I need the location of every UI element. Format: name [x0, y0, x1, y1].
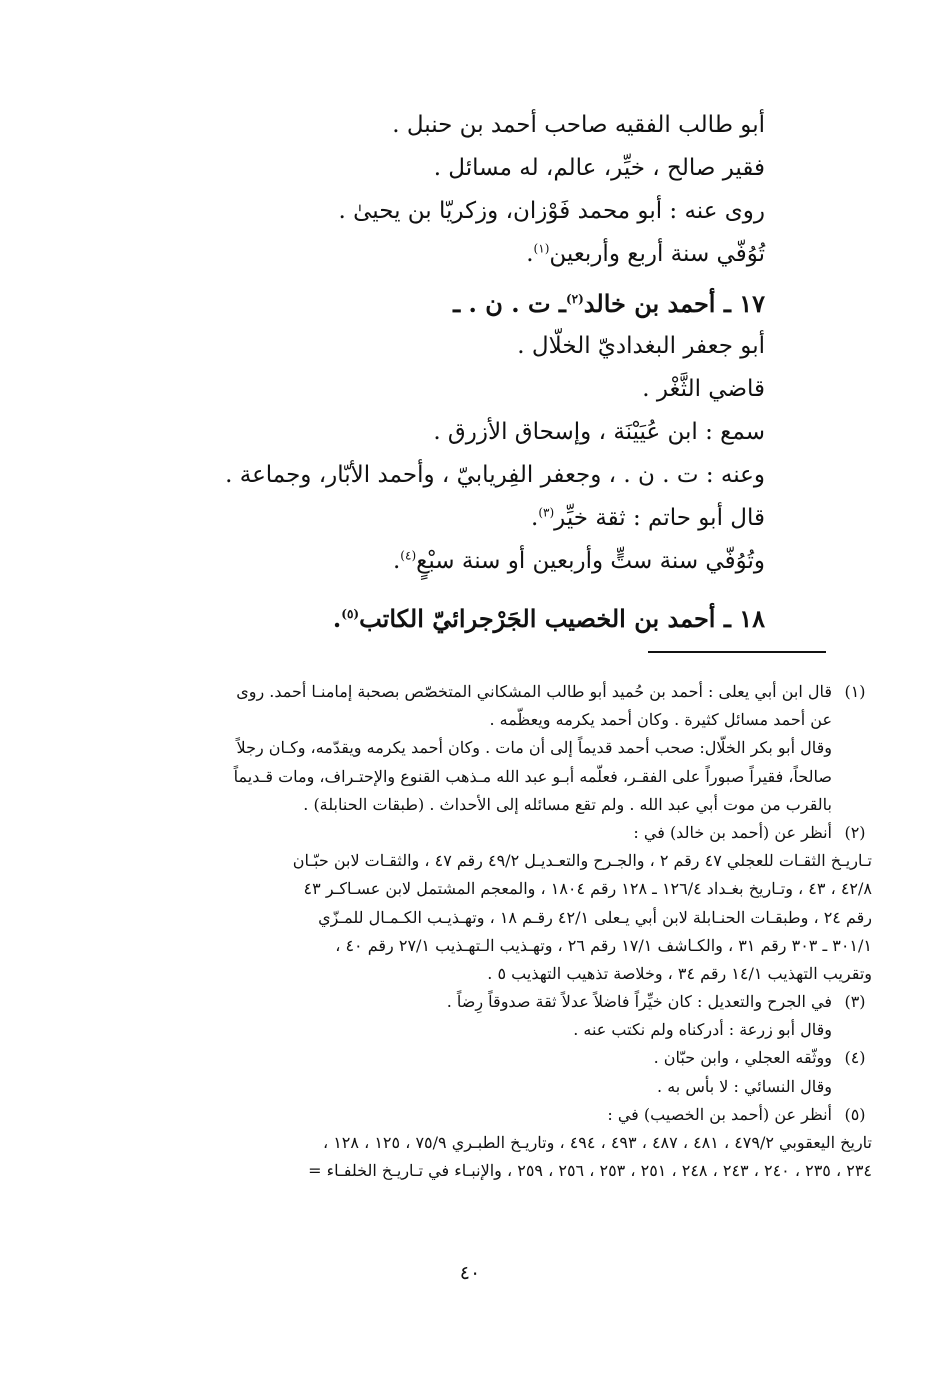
- entry-line: أبو طالب الفقيه صاحب أحمد بن حنبل .: [392, 112, 765, 138]
- footnote-line: رقم ٢٤ ، وطبقـات الحنـابلة لابن أبي يـعلى ٤٢/١ رقـم ١٨ ، وتهـذيـب الكـمـال للمـزّي: [318, 907, 872, 927]
- footnotes: [112, 678, 872, 1185]
- footnote-line: ٣٠١/١ ـ ٣٠٣ رقم ٣١ ، والكـاشف ١٧/١ رقم ٢٦ ، وتهـذيب الـتهـذيب ٢٧/١ رقم ٤٠ ،: [335, 935, 872, 955]
- footnote-line: بالقرب من موت أبي عبد الله . ولم تقع مسائله إلى الأحداث . (طبقات الحنابلة) .: [303, 794, 832, 814]
- footnote-1: [112, 678, 866, 819]
- entry-line-text: وتُوُفّي سنة ستٍّ وأربعين أو سنة سبْعٍ: [416, 548, 765, 574]
- footnote-line: ٤٢/٨ ، ٤٣ ، وتـاريخ بغـداد ١٢٦/٤ ـ ١٢٨ رقم ١٨٠٤ ، والمعجم المشتمل لابن عسـاكـر ٤٣: [303, 879, 872, 899]
- entry-line: وعنه : ت . ن . ، وجعفر الفِريابيّ ، وأحمد الأبّار، وجماعة .: [225, 462, 765, 488]
- entry-line-text: قال أبو حاتم : ثقة خيِّر: [554, 505, 765, 531]
- footnote-5: [112, 1101, 872, 1186]
- footnote-line: تاريخ اليعقوبي ٤٧٩/٢ ، ٤٨١ ، ٤٨٧ ، ٤٩٣ ، ٤٩٤ ، وتاريـخ الطبـري ٧٥/٩ ، ١٢٥ ، ١٢٨ ،: [322, 1133, 872, 1152]
- footnote-line: وتقريب التهذيب ١٤/١ رقم ٣٤ ، وخلاصة تذهيب التهذيب ٥ .: [487, 963, 872, 983]
- footnote-line: صالحاً، فقيراً صبوراً على الفقـر، فعلّمه أبـو عبد الله مـذهب القنوع والإحتـراف، ومات قـديماً: [233, 766, 832, 786]
- footnote-line: ووثّقه العجلي ، وابن حبّان .: [653, 1048, 832, 1068]
- entry-line: قاضي الثَّغْر .: [642, 376, 765, 402]
- footnote-line: أنظر عن (أحمد بن الخصيب) في :: [607, 1104, 832, 1124]
- punctuation: .: [526, 241, 534, 267]
- entry-line: سمع : ابن عُيَيْنَة ، وإسحاق الأزرق .: [433, 419, 765, 445]
- entry-line: أبو جعفر البغداديّ الخلّال .: [517, 333, 765, 359]
- footnote-line: أنظر عن (أحمد بن خالد) في :: [633, 822, 832, 842]
- footnote-line: قال ابن أبي يعلى : أحمد بن حُميد أبو طالب المشكاني المتخصّص بصحبة إمامنـا أحمد. روى: [236, 682, 832, 701]
- footnote-line: عن أحمد مسائل كثيرة . وكان أحمد يكرمه ويعظّمه .: [489, 710, 832, 730]
- entry-line: [165, 540, 765, 583]
- entry-17-heading: [165, 282, 765, 325]
- entry-line: [165, 233, 765, 276]
- footnote-2: [112, 819, 872, 988]
- page-number: ٤٠: [459, 1262, 481, 1284]
- footnote-number: (١): [844, 682, 866, 701]
- footnote-line: وقال النسائي : لا بأس به .: [657, 1076, 832, 1096]
- footnote-ref[interactable]: (٤): [400, 548, 417, 563]
- entry-18-heading: [165, 597, 765, 640]
- footnote-ref[interactable]: (٣): [538, 505, 555, 520]
- footnote-4: [112, 1044, 866, 1100]
- footnote-ref[interactable]: (١): [533, 241, 550, 256]
- footnote-ref[interactable]: (٢): [565, 292, 584, 306]
- footnote-ref[interactable]: (٥): [341, 607, 360, 621]
- entry-17-codes: ـ ت . ن . ـ: [453, 289, 566, 318]
- punctuation: .: [531, 505, 539, 531]
- entry-17-name: ١٧ ـ أحمد بن خالد: [583, 289, 765, 318]
- main-text: [165, 104, 765, 640]
- entry-line: [165, 497, 765, 540]
- footnote-number: (٢): [844, 822, 866, 842]
- footnote-number: (٣): [844, 992, 866, 1012]
- footnote-number: (٤): [844, 1048, 866, 1068]
- entry-18-name: ١٨ ـ أحمد بن الخصيب الجَرْجرائيّ الكاتب: [359, 604, 765, 633]
- footnote-line: ٢٣٤ ، ٢٣٥ ، ٢٤٠ ، ٢٤٣ ، ٢٤٨ ، ٢٥١ ، ٢٥٣ ، ٢٥٦ ، ٢٥٩ ، والإنبـاء في تـاريـخ الخلفـاء =: [308, 1161, 872, 1181]
- footnote-line: في الجرح والتعديل : كان خيِّراً فاضلاً عدلاً ثقة صدوقاً رِضاً .: [446, 992, 832, 1012]
- footnote-3: [112, 988, 866, 1044]
- footnote-line: تـاريـخ الثقـات للعجلي ٤٧ رقم ٢ ، والجـرح والتعـديـل ٤٩/٢ رقم ٤٧ ، والثقـات لابن حبّـان: [292, 851, 872, 871]
- footnote-number: (٥): [844, 1104, 866, 1124]
- entry-line: روى عنه : أبو محمد فَوْزان، وزكريّا بن يحيىٰ .: [338, 198, 765, 224]
- entry-line-text: تُوُفّي سنة أربع وأربعين: [549, 241, 765, 267]
- footnote-separator: [648, 651, 826, 653]
- footnote-line: وقال أبو زرعة : أدركناه ولم نكتب عنه .: [573, 1020, 832, 1040]
- punctuation: .: [332, 604, 342, 633]
- entry-line: فقير صالح ، خيِّر، عالم، له مسائل .: [433, 155, 765, 181]
- punctuation: .: [392, 548, 401, 574]
- footnote-line: وقال أبو بكر الخلّال: صحب أحمد قديماً إلى أن مات . وكان أحمد يكرمه ويقدّمه، وكـان رجلاً: [236, 738, 832, 758]
